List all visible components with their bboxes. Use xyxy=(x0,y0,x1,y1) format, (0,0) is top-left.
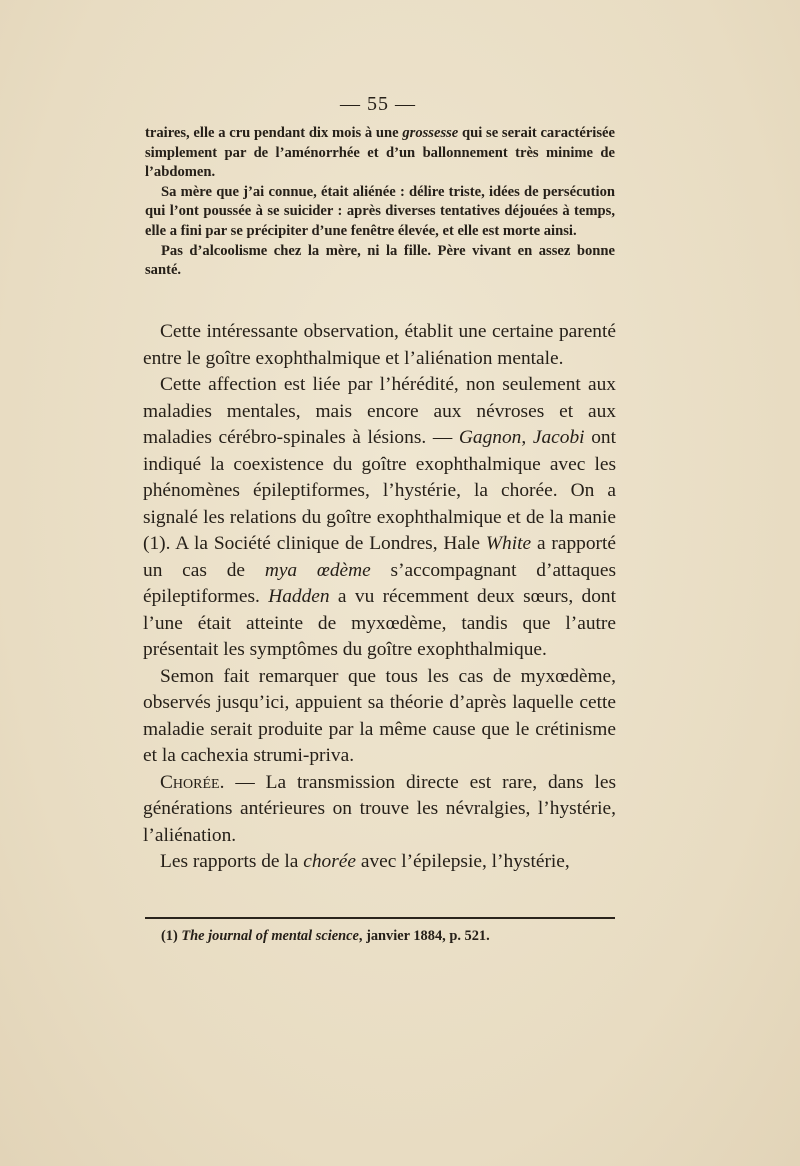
body-paragraph-4 xyxy=(143,770,616,850)
text-segment: Semon fait remarquer que tous les cas de myxœdème, observés jusqu’ici, appuient sa théorie d’après laquelle cette maladie serait produite par la même cause que le crétinisme et la cachexia strumi-priva. xyxy=(143,665,616,766)
body-paragraph-1 xyxy=(143,319,616,372)
text-segment: s’accompagnant d’attaques épileptiformes. xyxy=(143,559,616,607)
text-segment: traires, elle a cru pendant dix mois à une xyxy=(145,125,403,141)
case-paragraph-2 xyxy=(145,183,615,242)
case-paragraph-3 xyxy=(145,242,615,281)
text-segment: qui se serait caractérisée simplement par de l’aménorrhée et d’un ballonnement très minime de l’abdomen. xyxy=(145,125,615,181)
italic-segment: The journal of mental science xyxy=(181,928,359,944)
italic-segment: grossesse xyxy=(402,125,459,141)
italic-segment: Gagnon xyxy=(458,427,522,448)
text-segment: — La transmission directe est rare, dans les générations antérieures on trouve les névralgies, l’hystérie, l’aliénation. xyxy=(143,771,616,846)
text-segment: a vu récemment deux sœurs, dont l’une était atteinte de myxœdème, tandis que l’autre présentait les symptômes du goître exophthalmique. xyxy=(143,586,616,660)
text-segment: Cette intéressante observation, établit une certaine parenté entre le goître exophthalmique et l’aliénation mentale. xyxy=(143,321,616,369)
footnote-text xyxy=(145,927,615,946)
case-paragraph-1 xyxy=(145,124,615,183)
italic-segment: chorée xyxy=(303,851,356,872)
body-paragraph-5 xyxy=(143,849,616,876)
text-segment: , janvier 1884, p. 521. xyxy=(358,928,490,944)
small-caps-segment: Chorée. xyxy=(160,771,225,793)
text-segment: ont indiqué la coexistence du goître exophthalmique avec les phénomènes épileptiformes, l’hystérie, la chorée. On a signalé les relations du goître exophthalmique et de la manie (1). A la Société clinique de Londres, Hale xyxy=(143,427,616,554)
text-segment: (1) xyxy=(161,928,182,944)
body-paragraph-2 xyxy=(143,372,616,664)
page-number: — 55 — xyxy=(340,93,416,115)
body-paragraph-3 xyxy=(143,664,616,770)
text-segment: Les rapports de la xyxy=(160,851,304,872)
case-report-text xyxy=(145,124,615,281)
italic-segment: Jacobi xyxy=(532,427,585,448)
footnote-rule xyxy=(145,917,615,919)
text-segment: , xyxy=(521,427,533,448)
italic-segment: White xyxy=(485,533,532,554)
text-segment: a rapporté un cas de xyxy=(143,533,616,581)
italic-segment: mya œdème xyxy=(264,559,371,581)
text-segment: Sa mère que j’ai connue, était aliénée : délire triste, idées de persécution qui l’ont poussée à se suicider : après diverses tentatives déjouées à temps, elle a fini par se précipiter d’une fenêtre élevée, et elle est morte ainsi. xyxy=(145,183,615,239)
footnote xyxy=(145,927,615,946)
text-segment: Cette affection est liée par l’hérédité, non seulement aux maladies mentales, mais encore aux névroses et aux maladies cérébro-spinales à lésions. — xyxy=(143,374,616,448)
body-text xyxy=(143,319,616,876)
text-segment: Pas d’alcoolisme chez la mère, ni la fille. Père vivant en assez bonne santé. xyxy=(145,242,615,279)
text-segment: avec l’épilepsie, l’hystérie, xyxy=(356,851,570,872)
italic-segment: Hadden xyxy=(268,586,330,607)
